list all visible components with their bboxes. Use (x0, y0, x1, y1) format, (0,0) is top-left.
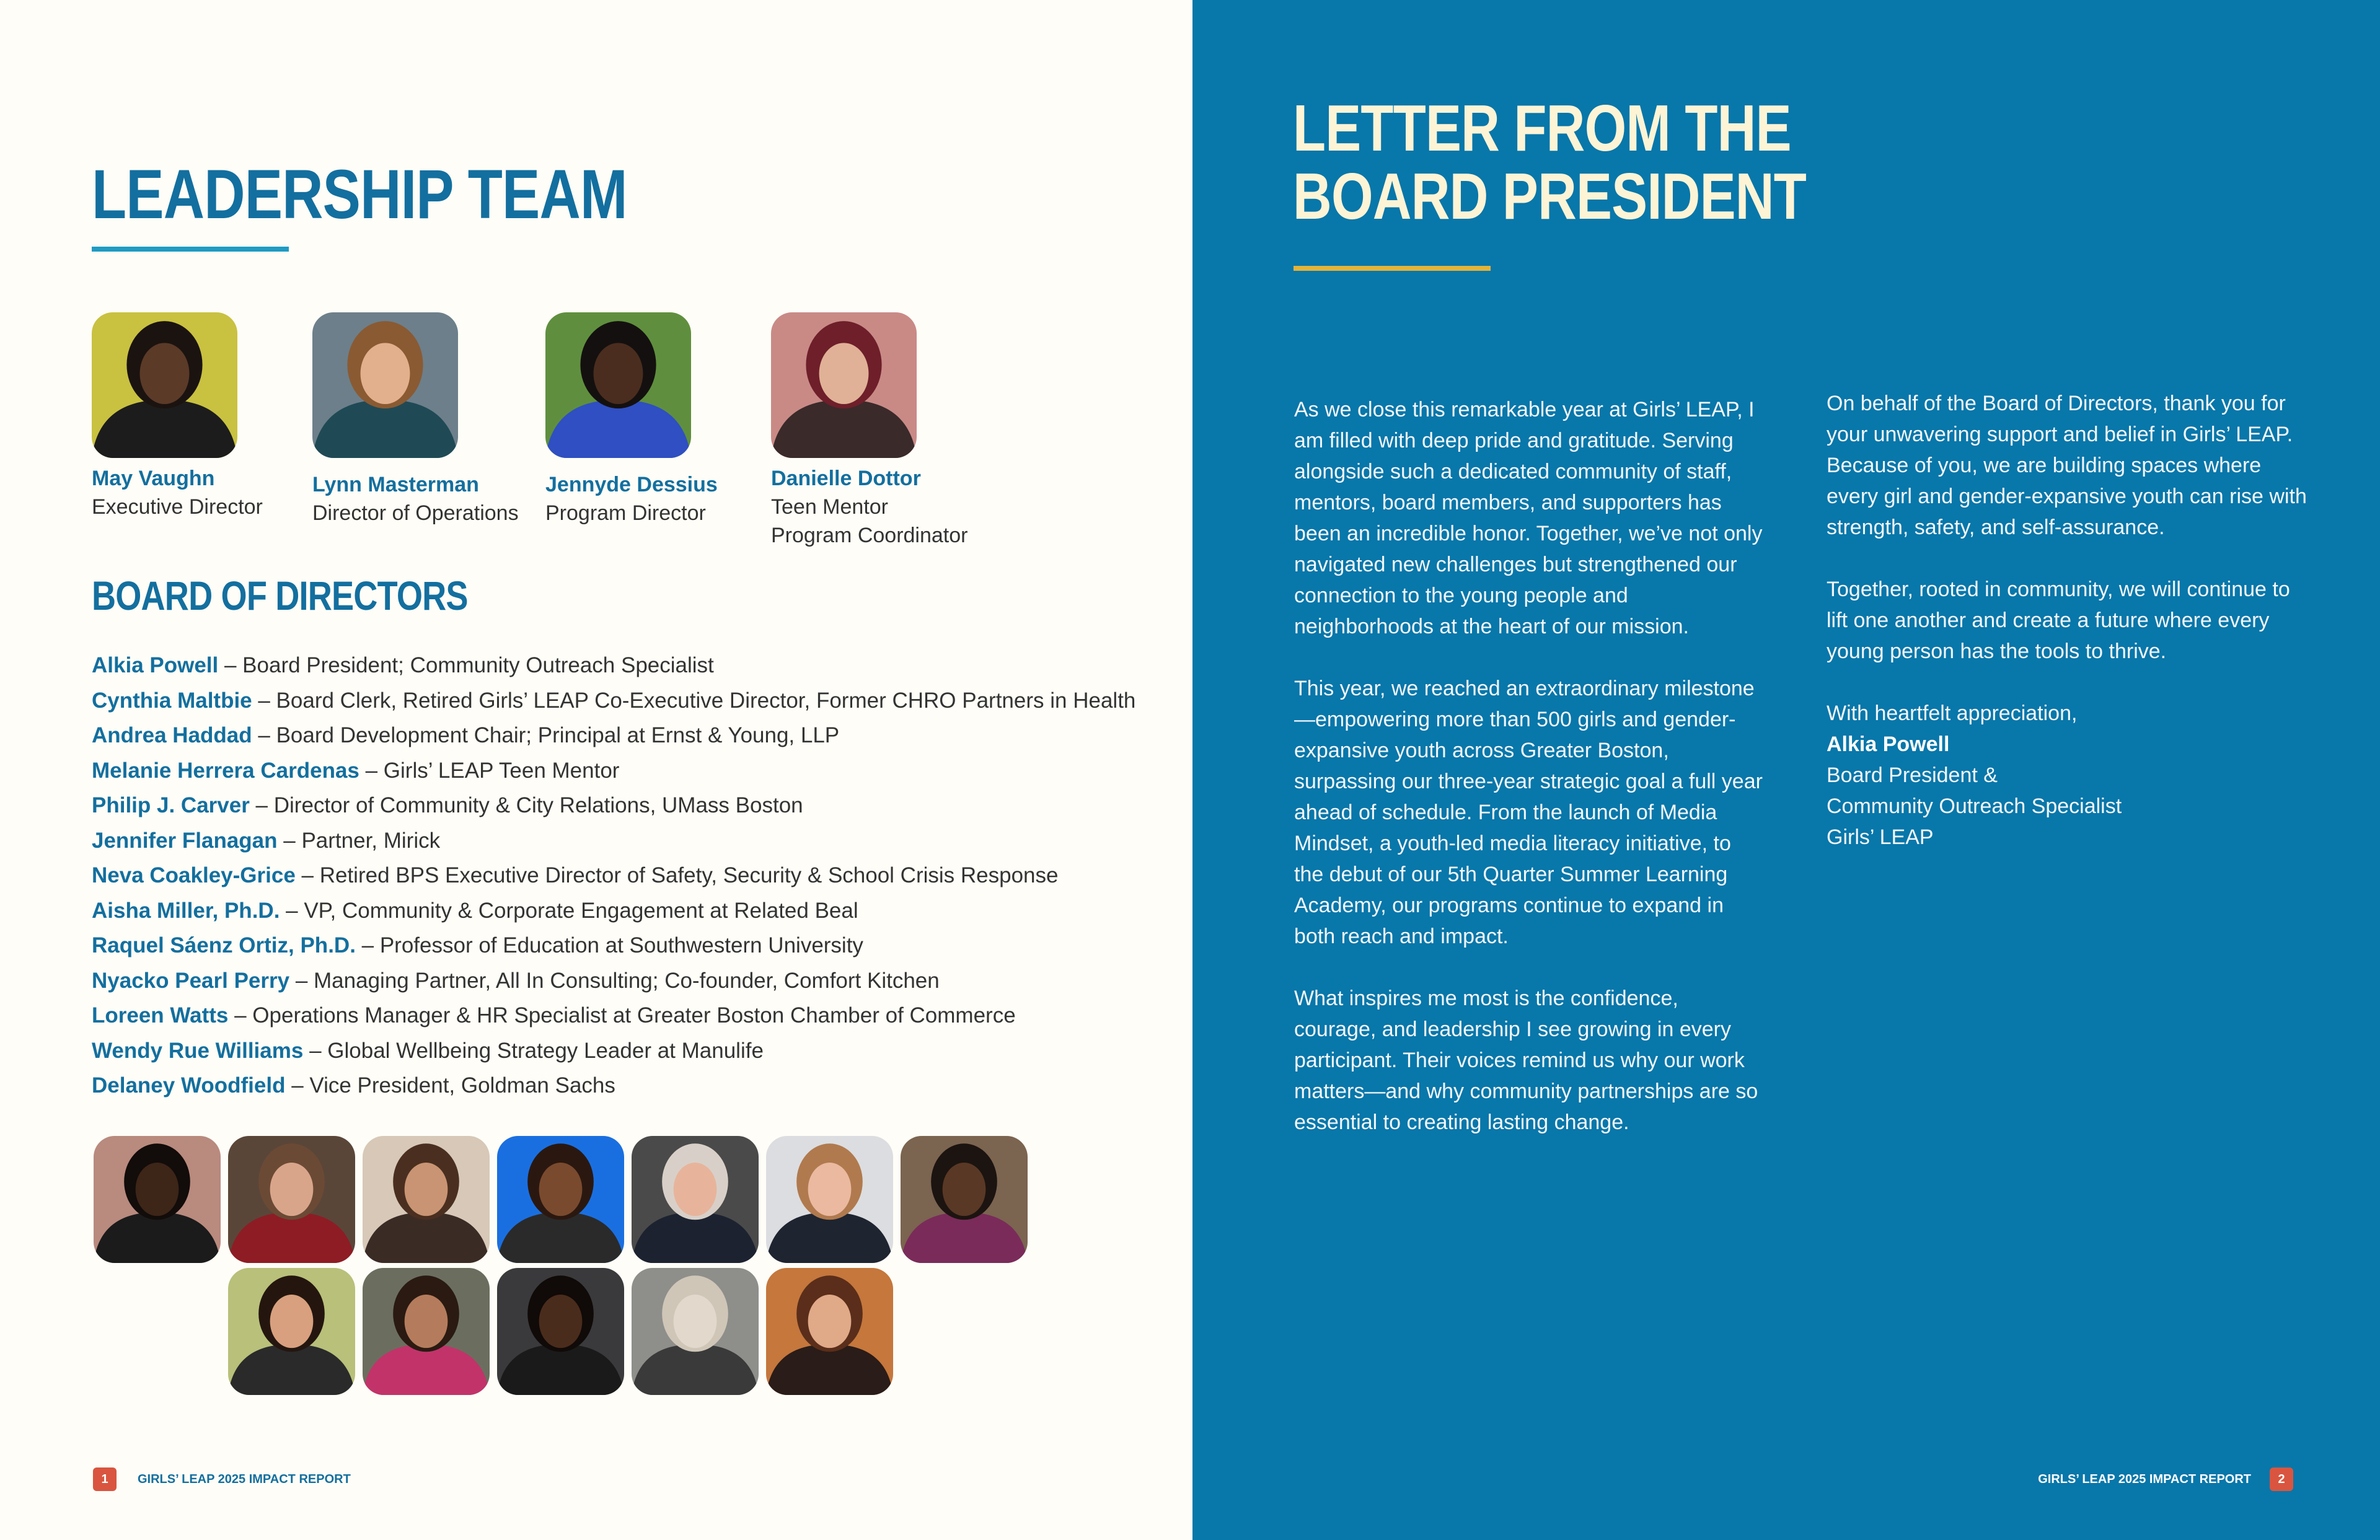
page-number-badge: 1 (93, 1467, 117, 1491)
leader-photo (771, 312, 917, 458)
board-member-role: – Partner, Mirick (277, 828, 441, 853)
board-member-name: Neva Coakley-Grice (92, 863, 296, 887)
board-member (92, 894, 1158, 929)
board-photo (901, 1136, 1028, 1263)
board-photo (363, 1136, 490, 1263)
signer-org: Girls’ LEAP (1827, 825, 1934, 849)
letter-paragraph: On behalf of the Board of Directors, thank you for your unwavering support and belief in Girls’ LEAP. Because of you, we are building spaces where every girl and gender-expansive youth can rise with strength, safety, and self-assurance. (1827, 392, 2307, 539)
board-title: BOARD OF DIRECTORS (92, 573, 468, 618)
board-member-role: – Board Clerk, Retired Girls’ LEAP Co-Executive Director, Former CHRO Partners in Health (252, 688, 1136, 713)
leader-role: Program Director (545, 501, 706, 525)
board-member (92, 964, 1158, 999)
board-member-role: – Director of Community & City Relations, UMass Boston (249, 793, 803, 817)
board-member-role: – Retired BPS Executive Director of Safety, Security & School Crisis Response (295, 863, 1059, 887)
board-member (92, 788, 1158, 824)
board-member (92, 684, 1158, 719)
letter-closing: With heartfelt appreciation, (1827, 702, 2078, 725)
board-member-role: – Vice President, Goldman Sachs (285, 1073, 615, 1098)
board-photo (228, 1136, 355, 1263)
letter-paragraph: As we close this remarkable year at Girls’ LEAP, I am filled with deep pride and gratitude. Serving alongside such a dedicated community of staff, mentors, board members, and supporters has been an incredible honor. Together, we’ve not only navigated new challenges but strengthened our connection to the young people and neighborhoods at the heart of our mission. (1294, 398, 1763, 638)
board-member-role: – Board President; Community Outreach Specialist (218, 653, 714, 677)
leader-role: Executive Director (92, 495, 263, 519)
board-photo (632, 1136, 759, 1263)
signer-title: Board President & (1827, 763, 1998, 787)
letter-title (1293, 94, 1806, 231)
board-member-role: – Board Development Chair; Principal at Ernst & Young, LLP (252, 723, 840, 747)
letter-signer: Alkia Powell (1827, 733, 1950, 756)
board-member (92, 998, 1158, 1034)
board-member-name: Raquel Sáenz Ortiz, Ph.D. (92, 933, 356, 957)
footer-text: GIRLS’ LEAP 2025 IMPACT REPORT (2038, 1472, 2251, 1486)
leader-card (92, 312, 263, 521)
leader-card (545, 312, 718, 527)
leader-role: Director of Operations (312, 501, 519, 525)
right-page (1192, 0, 2380, 1540)
board-member (92, 1068, 1158, 1104)
board-member-role: – Operations Manager & HR Specialist at Greater Boston Chamber of Commerce (228, 1003, 1016, 1027)
leader-card (771, 312, 967, 550)
leader-role-secondary: Program Coordinator (771, 524, 968, 547)
board-member-role: – Professor of Education at Southwestern University (355, 933, 863, 957)
board-photo (497, 1268, 624, 1395)
page-number-badge: 2 (2270, 1467, 2293, 1491)
board-member (92, 718, 1158, 754)
board-member-role: – VP, Community & Corporate Engagement at Related Beal (280, 898, 858, 923)
board-member-name: Andrea Haddad (92, 723, 252, 747)
board-member-role: – Managing Partner, All In Consulting; Co-founder, Comfort Kitchen (289, 968, 940, 993)
letter-column-1 (1294, 394, 1765, 1169)
board-member-name: Aisha Miller, Ph.D. (92, 898, 280, 923)
board-member-name: Philip J. Carver (92, 793, 250, 817)
board-photo (363, 1268, 490, 1395)
board-member-name: Jennifer Flanagan (92, 828, 278, 853)
board-member (92, 648, 1158, 684)
leader-photo (312, 312, 458, 458)
board-photo (766, 1268, 893, 1395)
board-member-name: Melanie Herrera Cardenas (92, 758, 359, 783)
letter-column-2 (1827, 388, 2316, 853)
leader-name: May Vaughn (92, 467, 215, 490)
board-member-role: – Girls’ LEAP Teen Mentor (359, 758, 620, 783)
board-member (92, 754, 1158, 789)
leader-role: Teen Mentor (771, 495, 888, 519)
board-member-name: Loreen Watts (92, 1003, 229, 1027)
board-member (92, 1034, 1158, 1069)
board-photo (497, 1136, 624, 1263)
board-member-name: Delaney Woodfield (92, 1073, 286, 1098)
leader-name: Danielle Dottor (771, 467, 921, 490)
letter-paragraph: Together, rooted in community, we will continue to lift one another and create a future where every young person has the tools to thrive. (1827, 578, 2290, 663)
letter-title-line2: BOARD PRESIDENT (1293, 160, 1807, 233)
board-member-name: Cynthia Maltbie (92, 688, 252, 713)
board-member-name: Nyacko Pearl Perry (92, 968, 290, 993)
board-member (92, 824, 1158, 859)
board-member-role: – Global Wellbeing Strategy Leader at Manulife (303, 1038, 764, 1063)
title-underline (1294, 266, 1491, 271)
leader-card (312, 312, 519, 527)
board-photo (632, 1268, 759, 1395)
leader-photo (92, 312, 237, 458)
board-member (92, 858, 1158, 894)
leadership-title: LEADERSHIP TEAM (92, 156, 627, 233)
footer-text: GIRLS’ LEAP 2025 IMPACT REPORT (138, 1472, 351, 1486)
leader-photo (545, 312, 691, 458)
board-photo (94, 1136, 221, 1263)
board-photo (228, 1268, 355, 1395)
signer-title: Community Outreach Specialist (1827, 794, 2122, 818)
board-member-name: Alkia Powell (92, 653, 219, 677)
board-photo (766, 1136, 893, 1263)
board-member (92, 928, 1158, 964)
board-member-name: Wendy Rue Williams (92, 1038, 304, 1063)
leader-name: Jennyde Dessius (545, 473, 718, 496)
leader-name: Lynn Masterman (312, 473, 479, 496)
title-underline (92, 247, 289, 252)
letter-title-line1: LETTER FROM THE (1293, 92, 1791, 165)
board-list (92, 648, 1158, 1104)
letter-paragraph: What inspires me most is the confidence, courage, and leadership I see growing in every participant. Their voices remind us why our work matters—and why community partnerships are so essential to creating lasting change. (1294, 987, 1758, 1134)
letter-paragraph: This year, we reached an extraordinary milestone—empowering more than 500 girls and gender-expansive youth across Greater Boston, surpassing our three-year strategic goal a full year ahead of schedule. From the launch of Media Mindset, a youth-led media literacy initiative, to the debut of our 5th Quarter Summer Learning Academy, our programs continue to expand in both reach and impact. (1294, 677, 1763, 948)
